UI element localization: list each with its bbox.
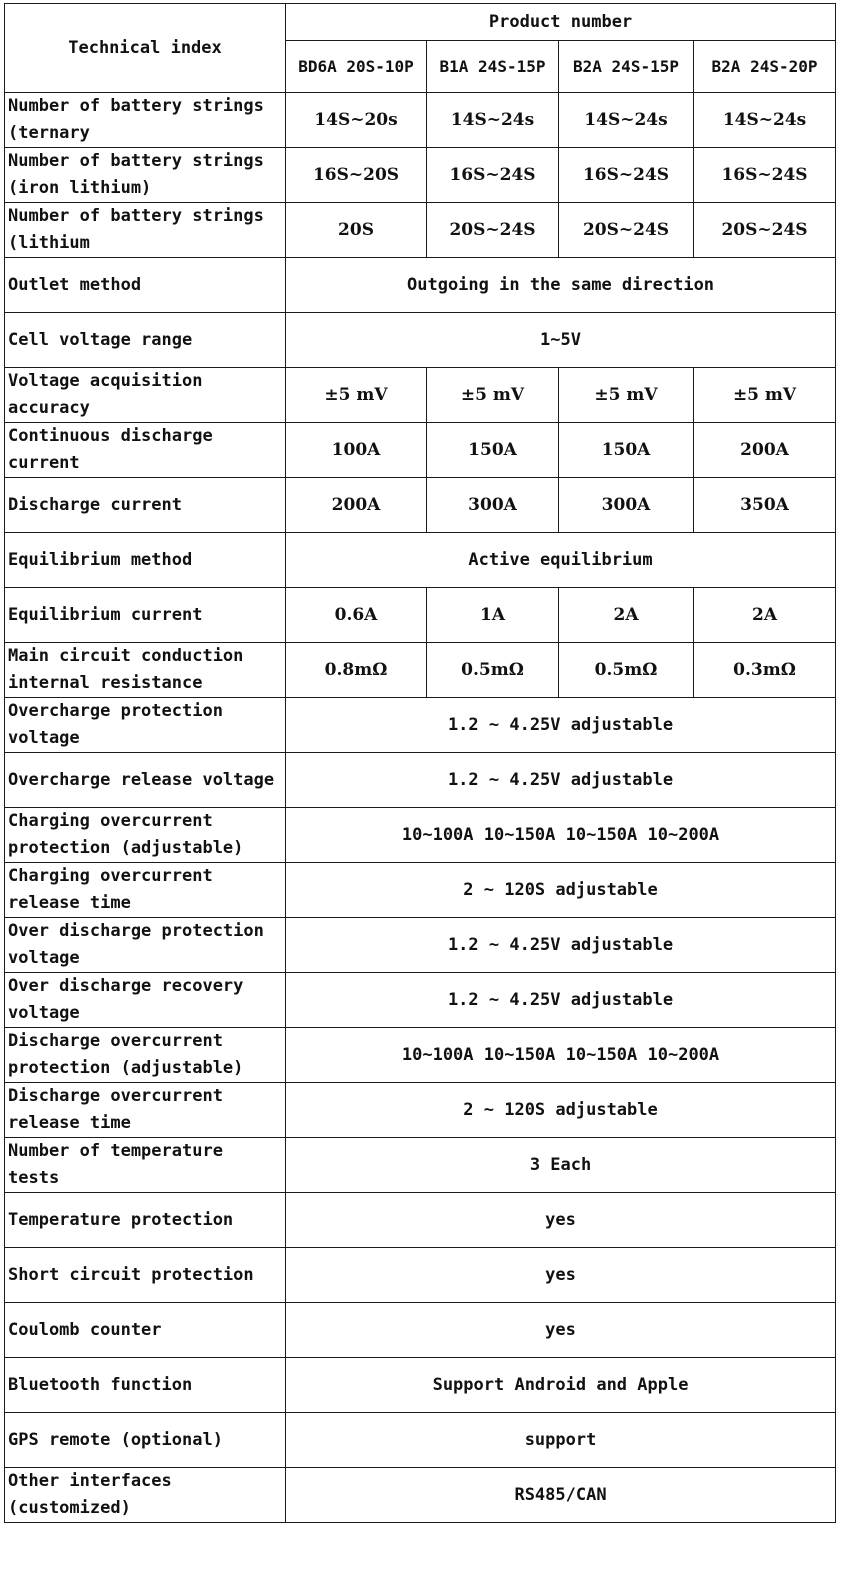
spec-label: Charging overcurrent protection (adjustable): [5, 808, 286, 863]
spec-value: 300A: [559, 478, 694, 533]
spec-label: Charging overcurrent release time: [5, 863, 286, 918]
spec-value: yes: [286, 1303, 836, 1358]
spec-value: 1.2 ~ 4.25V adjustable: [286, 753, 836, 808]
spec-value: 350A: [694, 478, 836, 533]
spec-row: [5, 1083, 836, 1138]
spec-row: [5, 698, 836, 753]
spec-value: 2 ~ 120S adjustable: [286, 1083, 836, 1138]
spec-row: [5, 808, 836, 863]
technical-index-header: Technical index: [5, 4, 286, 93]
spec-value: 0.3mΩ: [694, 643, 836, 698]
spec-row: [5, 1248, 836, 1303]
spec-row: [5, 478, 836, 533]
spec-row: [5, 643, 836, 698]
spec-label: Bluetooth function: [5, 1358, 286, 1413]
spec-value: 3 Each: [286, 1138, 836, 1193]
spec-value: RS485/CAN: [286, 1468, 836, 1523]
spec-value: yes: [286, 1248, 836, 1303]
spec-row: [5, 1193, 836, 1248]
spec-value: 0.5mΩ: [427, 643, 559, 698]
model-header: B1A 24S-15P: [427, 41, 559, 93]
spec-label: Main circuit conduction internal resistance: [5, 643, 286, 698]
model-header: B2A 24S-20P: [694, 41, 836, 93]
spec-row: [5, 368, 836, 423]
spec-value: 300A: [427, 478, 559, 533]
spec-value: 2A: [559, 588, 694, 643]
spec-label: Number of temperature tests: [5, 1138, 286, 1193]
spec-value: support: [286, 1413, 836, 1468]
spec-label: Number of battery strings (lithium: [5, 203, 286, 258]
spec-value: 16S~24S: [559, 148, 694, 203]
spec-value: ±5 mV: [286, 368, 427, 423]
spec-row: [5, 313, 836, 368]
spec-value: 16S~24S: [427, 148, 559, 203]
spec-row: [5, 1468, 836, 1523]
spec-label: Over discharge recovery voltage: [5, 973, 286, 1028]
spec-row: [5, 918, 836, 973]
spec-value: 14S~24s: [427, 93, 559, 148]
spec-value: 2A: [694, 588, 836, 643]
spec-value: 16S~24S: [694, 148, 836, 203]
spec-value: 20S~24S: [559, 203, 694, 258]
spec-row: [5, 258, 836, 313]
spec-label: Continuous discharge current: [5, 423, 286, 478]
spec-row: [5, 863, 836, 918]
spec-value: ±5 mV: [694, 368, 836, 423]
spec-label: Number of battery strings (ternary: [5, 93, 286, 148]
spec-value: 200A: [694, 423, 836, 478]
spec-row: [5, 93, 836, 148]
spec-row: [5, 1413, 836, 1468]
spec-value: Outgoing in the same direction: [286, 258, 836, 313]
spec-label: Over discharge protection voltage: [5, 918, 286, 973]
header-row-top: [5, 4, 836, 41]
spec-value: 0.5mΩ: [559, 643, 694, 698]
spec-row: [5, 148, 836, 203]
spec-value: 14S~24s: [694, 93, 836, 148]
spec-label: Coulomb counter: [5, 1303, 286, 1358]
spec-value: 20S~24S: [694, 203, 836, 258]
spec-label: Equilibrium current: [5, 588, 286, 643]
spec-label: Other interfaces (customized): [5, 1468, 286, 1523]
spec-row: [5, 533, 836, 588]
spec-value: 150A: [427, 423, 559, 478]
spec-label: Short circuit protection: [5, 1248, 286, 1303]
spec-row: [5, 1028, 836, 1083]
spec-value: 0.6A: [286, 588, 427, 643]
spec-row: [5, 1138, 836, 1193]
spec-row: [5, 588, 836, 643]
spec-row: [5, 1303, 836, 1358]
spec-row: [5, 203, 836, 258]
spec-row: [5, 1358, 836, 1413]
spec-value: 20S~24S: [427, 203, 559, 258]
product-number-header: Product number: [286, 4, 836, 41]
spec-value: 14S~24s: [559, 93, 694, 148]
spec-value: yes: [286, 1193, 836, 1248]
spec-value: ±5 mV: [559, 368, 694, 423]
spec-row: [5, 753, 836, 808]
spec-value: 100A: [286, 423, 427, 478]
spec-row: [5, 423, 836, 478]
spec-value: 1.2 ~ 4.25V adjustable: [286, 918, 836, 973]
spec-value: 14S~20s: [286, 93, 427, 148]
spec-label: Equilibrium method: [5, 533, 286, 588]
spec-value: 10~100A 10~150A 10~150A 10~200A: [286, 1028, 836, 1083]
spec-value: 0.8mΩ: [286, 643, 427, 698]
spec-value: 1.2 ~ 4.25V adjustable: [286, 973, 836, 1028]
model-header: B2A 24S-15P: [559, 41, 694, 93]
spec-label: Discharge overcurrent release time: [5, 1083, 286, 1138]
spec-value: 150A: [559, 423, 694, 478]
spec-value: 20S: [286, 203, 427, 258]
spec-label: Discharge current: [5, 478, 286, 533]
spec-table: [4, 3, 836, 1523]
spec-label: Temperature protection: [5, 1193, 286, 1248]
spec-value: 1A: [427, 588, 559, 643]
spec-value: ±5 mV: [427, 368, 559, 423]
spec-label: Overcharge protection voltage: [5, 698, 286, 753]
spec-label: GPS remote (optional): [5, 1413, 286, 1468]
spec-label: Cell voltage range: [5, 313, 286, 368]
spec-value: 200A: [286, 478, 427, 533]
spec-label: Voltage acquisition accuracy: [5, 368, 286, 423]
spec-row: [5, 973, 836, 1028]
spec-value: 16S~20S: [286, 148, 427, 203]
spec-value: 2 ~ 120S adjustable: [286, 863, 836, 918]
spec-label: Number of battery strings (iron lithium): [5, 148, 286, 203]
spec-value: 10~100A 10~150A 10~150A 10~200A: [286, 808, 836, 863]
spec-value: Active equilibrium: [286, 533, 836, 588]
spec-label: Discharge overcurrent protection (adjustable): [5, 1028, 286, 1083]
spec-label: Outlet method: [5, 258, 286, 313]
spec-value: 1~5V: [286, 313, 836, 368]
spec-label: Overcharge release voltage: [5, 753, 286, 808]
model-header: BD6A 20S-10P: [286, 41, 427, 93]
spec-value: 1.2 ~ 4.25V adjustable: [286, 698, 836, 753]
spec-value: Support Android and Apple: [286, 1358, 836, 1413]
